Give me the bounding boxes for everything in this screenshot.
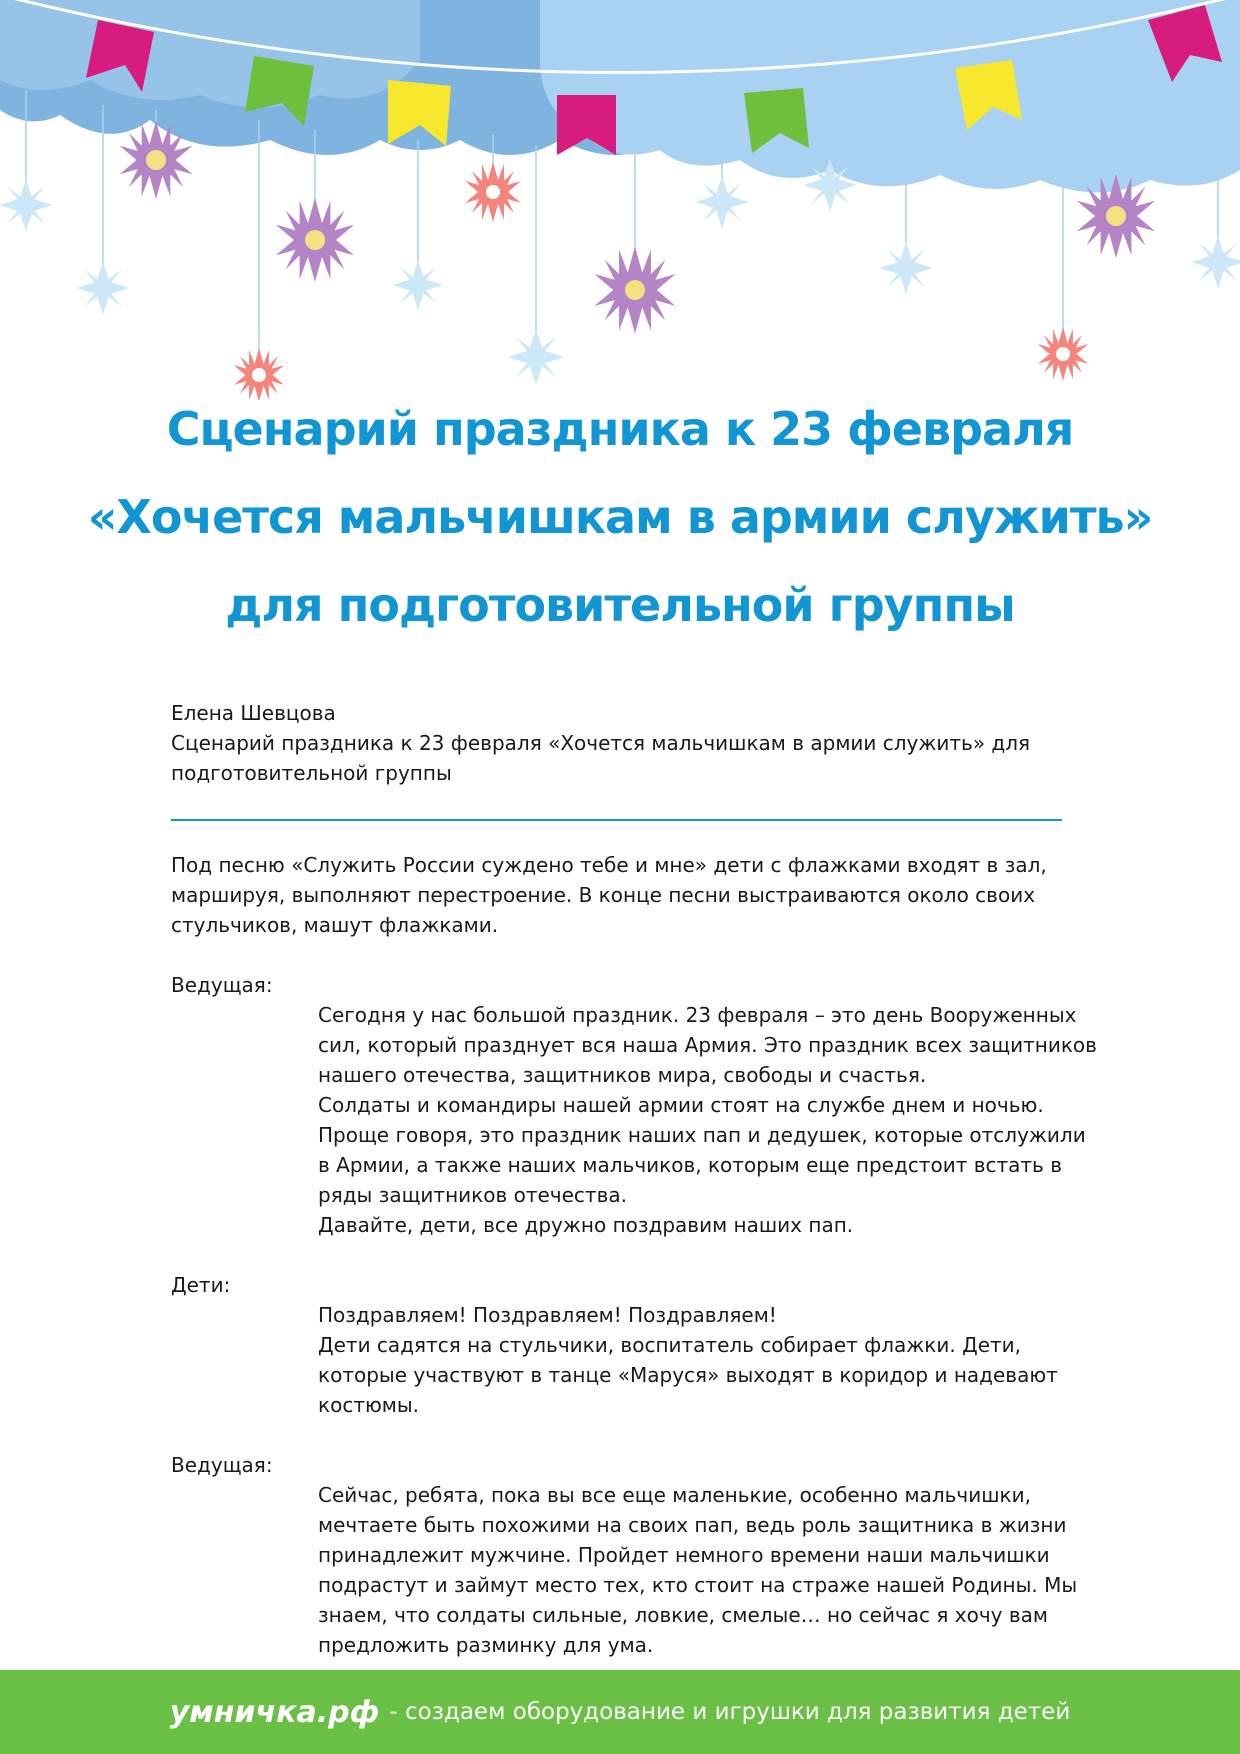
- title-line: «Хочется мальчишкам в армии служить»: [87, 490, 1153, 544]
- speech-paragraph: Сейчас, ребята, пока вы все еще маленькие, особенно мальчишки, мечтаете быть похожими на своих пап, ведь роль защитника в жизни принадлежит мужчине. Пройдет немного времени наши мальчишки подрастут и займут место тех, кто стоит на страже нашей Родины. Мы знаем, что солдаты сильные, ловкие, смелые… но сейчас я хочу вам предложить разминку для ума.: [318, 1483, 1078, 1657]
- cloud-background: [0, 0, 1240, 193]
- speech-block: [318, 1000, 1101, 1240]
- speech-paragraph: Поздравляем! Поздравляем! Поздравляем!: [318, 1303, 777, 1327]
- divider: [171, 819, 1062, 821]
- speaker-label: Дети:: [171, 1273, 231, 1297]
- speech-paragraph: Проще говоря, это праздник наших пап и дедушек, которые отслужили в Армии, а также наших мальчиков, которым еще предстоит встать в ряды защитников отечества.: [318, 1123, 1086, 1207]
- speech-paragraph: Сегодня у нас большой праздник. 23 февраля – это день Вооруженных сил, который празднует вся наша Армия. Это праздник всех защитников нашего отечества, защитников мира, свободы и счастья.: [318, 1003, 1097, 1087]
- page-title: [0, 385, 1240, 649]
- brand-logo-text[interactable]: умничка.рф: [169, 1694, 380, 1730]
- title-line: для подготовительной группы: [225, 578, 1015, 632]
- document-subtitle: Сценарий праздника к 23 февраля «Хочется мальчишкам в армии служить» для: [171, 731, 1031, 755]
- speech-paragraph: Дети садятся на стульчики, воспитатель собирает флажки. Дети, которые участвуют в танце «Маруся» выходят в коридор и надевают костюмы.: [318, 1333, 1058, 1417]
- intro-block: [171, 698, 1101, 788]
- speaker-label: Ведущая:: [171, 973, 273, 997]
- footer-tagline: - создаем оборудование и игрушки для развития детей: [389, 1699, 1071, 1725]
- speech-block: [318, 1480, 1101, 1660]
- title-line: Сценарий праздника к 23 февраля: [166, 402, 1074, 456]
- author-name: Елена Шевцова: [171, 701, 336, 725]
- stage-direction: Под песню «Служить России суждено тебе и мне» дети с флажками входят в зал, маршируя, выполняют перестроение. В конце песни выстраиваются около своих стульчиков, машут флажками.: [171, 853, 1047, 937]
- header-decoration: [0, 0, 1240, 400]
- document-subtitle: подготовительной группы: [171, 761, 452, 785]
- speaker-label: Ведущая:: [171, 1453, 273, 1477]
- footer-banner: [0, 1670, 1240, 1754]
- speech-paragraph: Давайте, дети, все дружно поздравим наших пап.: [318, 1213, 854, 1237]
- script-content: [171, 850, 1101, 1690]
- speech-paragraph: Солдаты и командиры нашей армии стоят на службе днем и ночью.: [318, 1093, 1044, 1117]
- speech-block: [318, 1300, 1101, 1420]
